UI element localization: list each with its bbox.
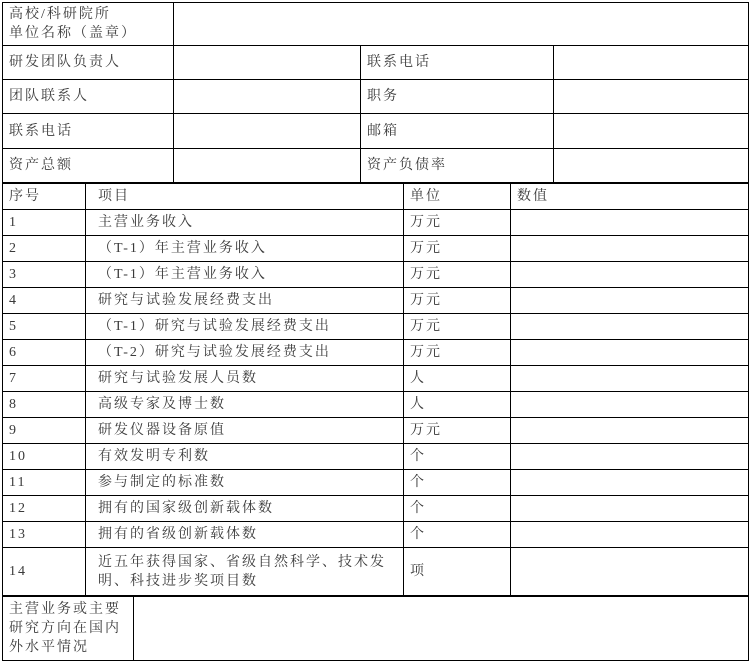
table-row [3,418,749,444]
row-item: 拥有的国家级创新载体数 [86,496,404,522]
row-item: 研发仪器设备原值 [86,418,404,444]
row-item: 有效发明专利数 [86,444,404,470]
table-row [3,314,749,340]
main-business-table [2,596,749,661]
row-unit: 个 [404,522,511,548]
row-item: 主营业务收入 [86,210,404,236]
contact-phone-input-cell[interactable] [174,114,361,149]
team-contact-input-cell[interactable] [174,80,361,114]
unit-name-label-line2: 单位名称（盖章） [9,26,137,41]
row-item: 参与制定的标准数 [86,470,404,496]
table-row [3,340,749,366]
row-value-input-cell[interactable] [511,418,749,444]
row-unit: 万元 [404,418,511,444]
row-value-input-cell[interactable] [511,288,749,314]
row-no: 6 [3,340,86,366]
row-no: 5 [3,314,86,340]
col-header-unit: 单位 [404,184,511,210]
leader-phone-input-cell[interactable] [554,46,749,80]
row-item: （T-1）年主营业务收入 [86,236,404,262]
position-label: 职务 [361,80,554,114]
row-item: 研究与试验发展人员数 [86,366,404,392]
row-no: 2 [3,236,86,262]
row-value-input-cell[interactable] [511,496,749,522]
row-no: 3 [3,262,86,288]
unit-name-label [3,3,174,46]
main-business-label-line1: 主营业务或主要 [9,602,121,617]
total-assets-input-cell[interactable] [174,149,361,183]
position-input-cell[interactable] [554,80,749,114]
table-row [3,470,749,496]
col-header-no: 序号 [3,184,86,210]
email-label: 邮箱 [361,114,554,149]
row-no: 7 [3,366,86,392]
team-contact-label: 团队联系人 [3,80,174,114]
row-item: 近五年获得国家、省级自然科学、技术发明、科技进步奖项目数 [86,548,404,596]
total-assets-label: 资产总额 [3,149,174,183]
unit-name-label-line1: 高校/科研院所 [9,7,111,22]
table-row [3,548,749,596]
row-value-input-cell[interactable] [511,210,749,236]
row-unit: 万元 [404,236,511,262]
col-header-value: 数值 [511,184,749,210]
table-row [3,262,749,288]
row-value-input-cell[interactable] [511,262,749,288]
row-unit: 万元 [404,210,511,236]
unit-info-table [2,2,749,183]
row-unit: 人 [404,366,511,392]
row-unit: 万元 [404,340,511,366]
email-input-cell[interactable] [554,114,749,149]
table-row [3,522,749,548]
leader-phone-label: 联系电话 [361,46,554,80]
row-item: （T-1）研究与试验发展经费支出 [86,314,404,340]
row-item: 拥有的省级创新载体数 [86,522,404,548]
table-row [3,236,749,262]
table-row [3,496,749,522]
unit-name-input-cell[interactable] [174,3,749,46]
table-row [3,444,749,470]
row-unit: 个 [404,470,511,496]
table-row [3,210,749,236]
table-row [3,392,749,418]
row-value-input-cell[interactable] [511,236,749,262]
row-value-input-cell[interactable] [511,392,749,418]
team-leader-input-cell[interactable] [174,46,361,80]
table-row [3,288,749,314]
row-item: 研究与试验发展经费支出 [86,288,404,314]
row-no: 12 [3,496,86,522]
row-value-input-cell[interactable] [511,366,749,392]
row-unit: 人 [404,392,511,418]
row-no: 14 [3,548,86,596]
main-business-label-line3: 外水平情况 [9,640,89,655]
metrics-table [2,183,749,596]
row-unit: 个 [404,496,511,522]
row-value-input-cell[interactable] [511,522,749,548]
row-unit: 万元 [404,314,511,340]
row-item: （T-1）年主营业务收入 [86,262,404,288]
row-value-input-cell[interactable] [511,340,749,366]
row-no: 13 [3,522,86,548]
row-value-input-cell[interactable] [511,548,749,596]
row-unit: 万元 [404,288,511,314]
row-no: 10 [3,444,86,470]
row-value-input-cell[interactable] [511,444,749,470]
row-no: 8 [3,392,86,418]
debt-ratio-label: 资产负债率 [361,149,554,183]
main-business-label-line2: 研究方向在国内 [9,621,121,636]
team-leader-label: 研发团队负责人 [3,46,174,80]
col-header-item: 项目 [86,184,404,210]
main-business-input-cell[interactable] [134,597,749,661]
row-unit: 项 [404,548,511,596]
row-item: （T-2）研究与试验发展经费支出 [86,340,404,366]
main-business-label [3,597,134,661]
row-unit: 个 [404,444,511,470]
row-no: 1 [3,210,86,236]
contact-phone-label: 联系电话 [3,114,174,149]
row-no: 11 [3,470,86,496]
row-unit: 万元 [404,262,511,288]
row-value-input-cell[interactable] [511,470,749,496]
row-item: 高级专家及博士数 [86,392,404,418]
debt-ratio-input-cell[interactable] [554,149,749,183]
table-row [3,366,749,392]
row-no: 9 [3,418,86,444]
row-no: 4 [3,288,86,314]
row-value-input-cell[interactable] [511,314,749,340]
